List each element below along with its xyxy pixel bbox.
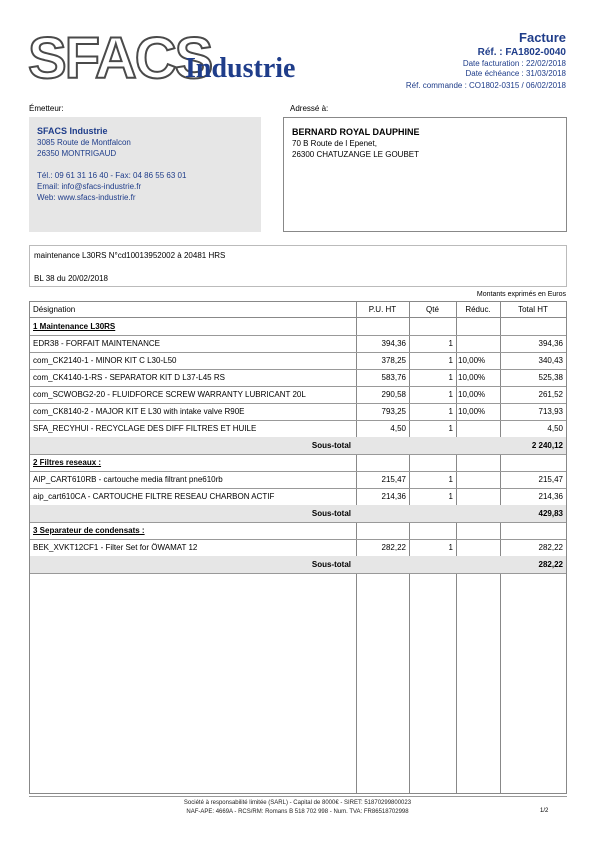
table-row — [30, 403, 566, 421]
cell-quantity: 1 — [448, 356, 453, 365]
section-row — [30, 454, 566, 472]
cell-quantity: 1 — [448, 339, 453, 348]
recipient-label: Adressé à: — [290, 104, 329, 113]
legal-footer — [0, 799, 595, 817]
description-line1: maintenance L30RS N°cd10013952002 à 20481 HRS — [34, 251, 226, 260]
invoice-reference: Réf. : FA1802-0040 — [477, 47, 566, 58]
cell-designation: SFA_RECYHUI - RECYCLAGE DES DIFF FILTRES ET HUILE — [33, 424, 257, 433]
cell-unit-price: 378,25 — [381, 356, 406, 365]
cell-total: 2 240,12 — [531, 441, 563, 450]
emitter-label: Émetteur: — [29, 104, 64, 113]
invoice-table — [29, 301, 567, 794]
due-date: Date échéance : 31/03/2018 — [465, 69, 566, 78]
cell-designation: AIP_CART610RB - cartouche media filtrant pne610rb — [33, 475, 223, 484]
subtotal-row — [30, 505, 566, 523]
invoice-description — [29, 245, 567, 287]
page-number: 1/2 — [540, 808, 549, 814]
cell-total: 282,22 — [538, 543, 563, 552]
cell-designation: 1 Maintenance L30RS — [33, 322, 116, 331]
company-logo — [28, 26, 318, 91]
cell-quantity: 1 — [448, 475, 453, 484]
cell-designation: com_CK8140-2 - MAJOR KIT E L30 with intake valve R90E — [33, 407, 245, 416]
subtotal-row — [30, 556, 566, 574]
invoice-header — [306, 30, 566, 91]
logo-suffix: Industrie — [185, 53, 296, 84]
cell-total: 261,52 — [538, 390, 563, 399]
cell-total: 4,50 — [547, 424, 563, 433]
cell-quantity: 1 — [448, 543, 453, 552]
recipient-address-line1: 70 B Route de l Epenet, — [292, 139, 377, 148]
cell-total: 340,43 — [538, 356, 563, 365]
table-row — [30, 369, 566, 387]
cell-designation: Sous-total — [311, 560, 351, 569]
cell-designation: 3 Separateur de condensats : — [33, 526, 145, 535]
cell-designation: aip_cart610CA - CARTOUCHE FILTRE RESEAU CHARBON ACTIF — [33, 492, 275, 501]
table-header — [30, 302, 566, 318]
cell-total: 713,93 — [538, 407, 563, 416]
table-row — [30, 335, 566, 353]
emitter-web: Web: www.sfacs-industrie.fr — [37, 193, 136, 202]
document-title: Facture — [519, 30, 566, 45]
section-row — [30, 318, 566, 336]
table-row — [30, 539, 566, 557]
cell-designation: com_CK2140-1 - MINOR KIT C L30-L50 — [33, 356, 177, 365]
table-row — [30, 386, 566, 404]
invoice-date: Date facturation : 22/02/2018 — [462, 59, 566, 68]
header-unit-price: P.U. HT — [368, 305, 397, 314]
cell-total: 214,36 — [538, 492, 563, 501]
cell-quantity: 1 — [448, 492, 453, 501]
cell-unit-price: 290,58 — [381, 390, 406, 399]
logo-mark: SFACS — [28, 26, 212, 91]
cell-reduction: 10,00% — [458, 373, 486, 382]
emitter-box — [29, 117, 261, 232]
cell-unit-price: 793,25 — [381, 407, 406, 416]
footer-line1: Société à responsabilité limitée (SARL) - Capital de 8000€ - SIRET: 51870299800023 — [183, 800, 412, 806]
table-row — [30, 420, 566, 438]
cell-total: 394,36 — [538, 339, 563, 348]
recipient-box — [283, 117, 567, 232]
cell-unit-price: 394,36 — [381, 339, 406, 348]
cell-designation: com_CK4140-1-RS - SEPARATOR KIT D L37-L45 RS — [33, 373, 225, 382]
cell-total: 215,47 — [538, 475, 563, 484]
header-designation: Désignation — [33, 305, 76, 314]
cell-designation: com_SCWOBG2-20 - FLUIDFORCE SCREW WARRANTY LUBRICANT 20L — [33, 390, 306, 399]
cell-quantity: 1 — [448, 390, 453, 399]
cell-unit-price: 214,36 — [381, 492, 406, 501]
table-row — [30, 488, 566, 506]
cell-total: 429,83 — [538, 509, 563, 518]
emitter-phone: Tél.: 09 61 31 16 40 - Fax: 04 86 55 63 01 — [37, 171, 187, 180]
currency-note: Montants exprimés en Euros — [476, 291, 566, 298]
cell-unit-price: 282,22 — [381, 543, 406, 552]
table-row — [30, 352, 566, 370]
cell-designation: Sous-total — [311, 509, 351, 518]
cell-quantity: 1 — [448, 407, 453, 416]
recipient-name: BERNARD ROYAL DAUPHINE — [292, 127, 420, 137]
cell-unit-price: 583,76 — [381, 373, 406, 382]
description-line2: BL 38 du 20/02/2018 — [34, 274, 108, 283]
emitter-name: SFACS Industrie — [37, 126, 108, 136]
cell-designation: BEK_XVKT12CF1 - Filter Set for ÖWAMAT 12 — [33, 543, 198, 552]
cell-reduction: 10,00% — [458, 407, 486, 416]
cell-quantity: 1 — [448, 373, 453, 382]
header-reduction: Réduc. — [465, 305, 491, 314]
cell-designation: Sous-total — [311, 441, 351, 450]
footer-line2: NAF-APE: 4669A - RCS/RM: Romans B 518 702 998 - Num. TVA: FR86518702998 — [186, 809, 409, 815]
cell-unit-price: 215,47 — [381, 475, 406, 484]
emitter-address-line2: 26350 MONTRIGAUD — [37, 149, 117, 158]
emitter-email: Email: info@sfacs-industrie.fr — [37, 182, 142, 191]
table-row — [30, 471, 566, 489]
cell-designation: 2 Filtres reseaux : — [33, 458, 102, 467]
emitter-address-line1: 3085 Route de Montfalcon — [37, 138, 131, 147]
cell-total: 525,38 — [538, 373, 563, 382]
cell-total: 282,22 — [538, 560, 563, 569]
header-total: Total HT — [518, 305, 548, 314]
order-reference: Réf. commande : CO1802-0315 / 06/02/2018 — [405, 81, 566, 90]
recipient-address-line2: 26300 CHATUZANGE LE GOUBET — [292, 150, 419, 159]
cell-designation: EDR38 - FORFAIT MAINTENANCE — [33, 339, 160, 348]
cell-quantity: 1 — [448, 424, 453, 433]
header-quantity: Qté — [426, 305, 439, 314]
subtotal-row — [30, 437, 566, 455]
cell-reduction: 10,00% — [458, 390, 486, 399]
section-row — [30, 522, 566, 540]
cell-reduction: 10,00% — [458, 356, 486, 365]
cell-unit-price: 4,50 — [390, 424, 406, 433]
